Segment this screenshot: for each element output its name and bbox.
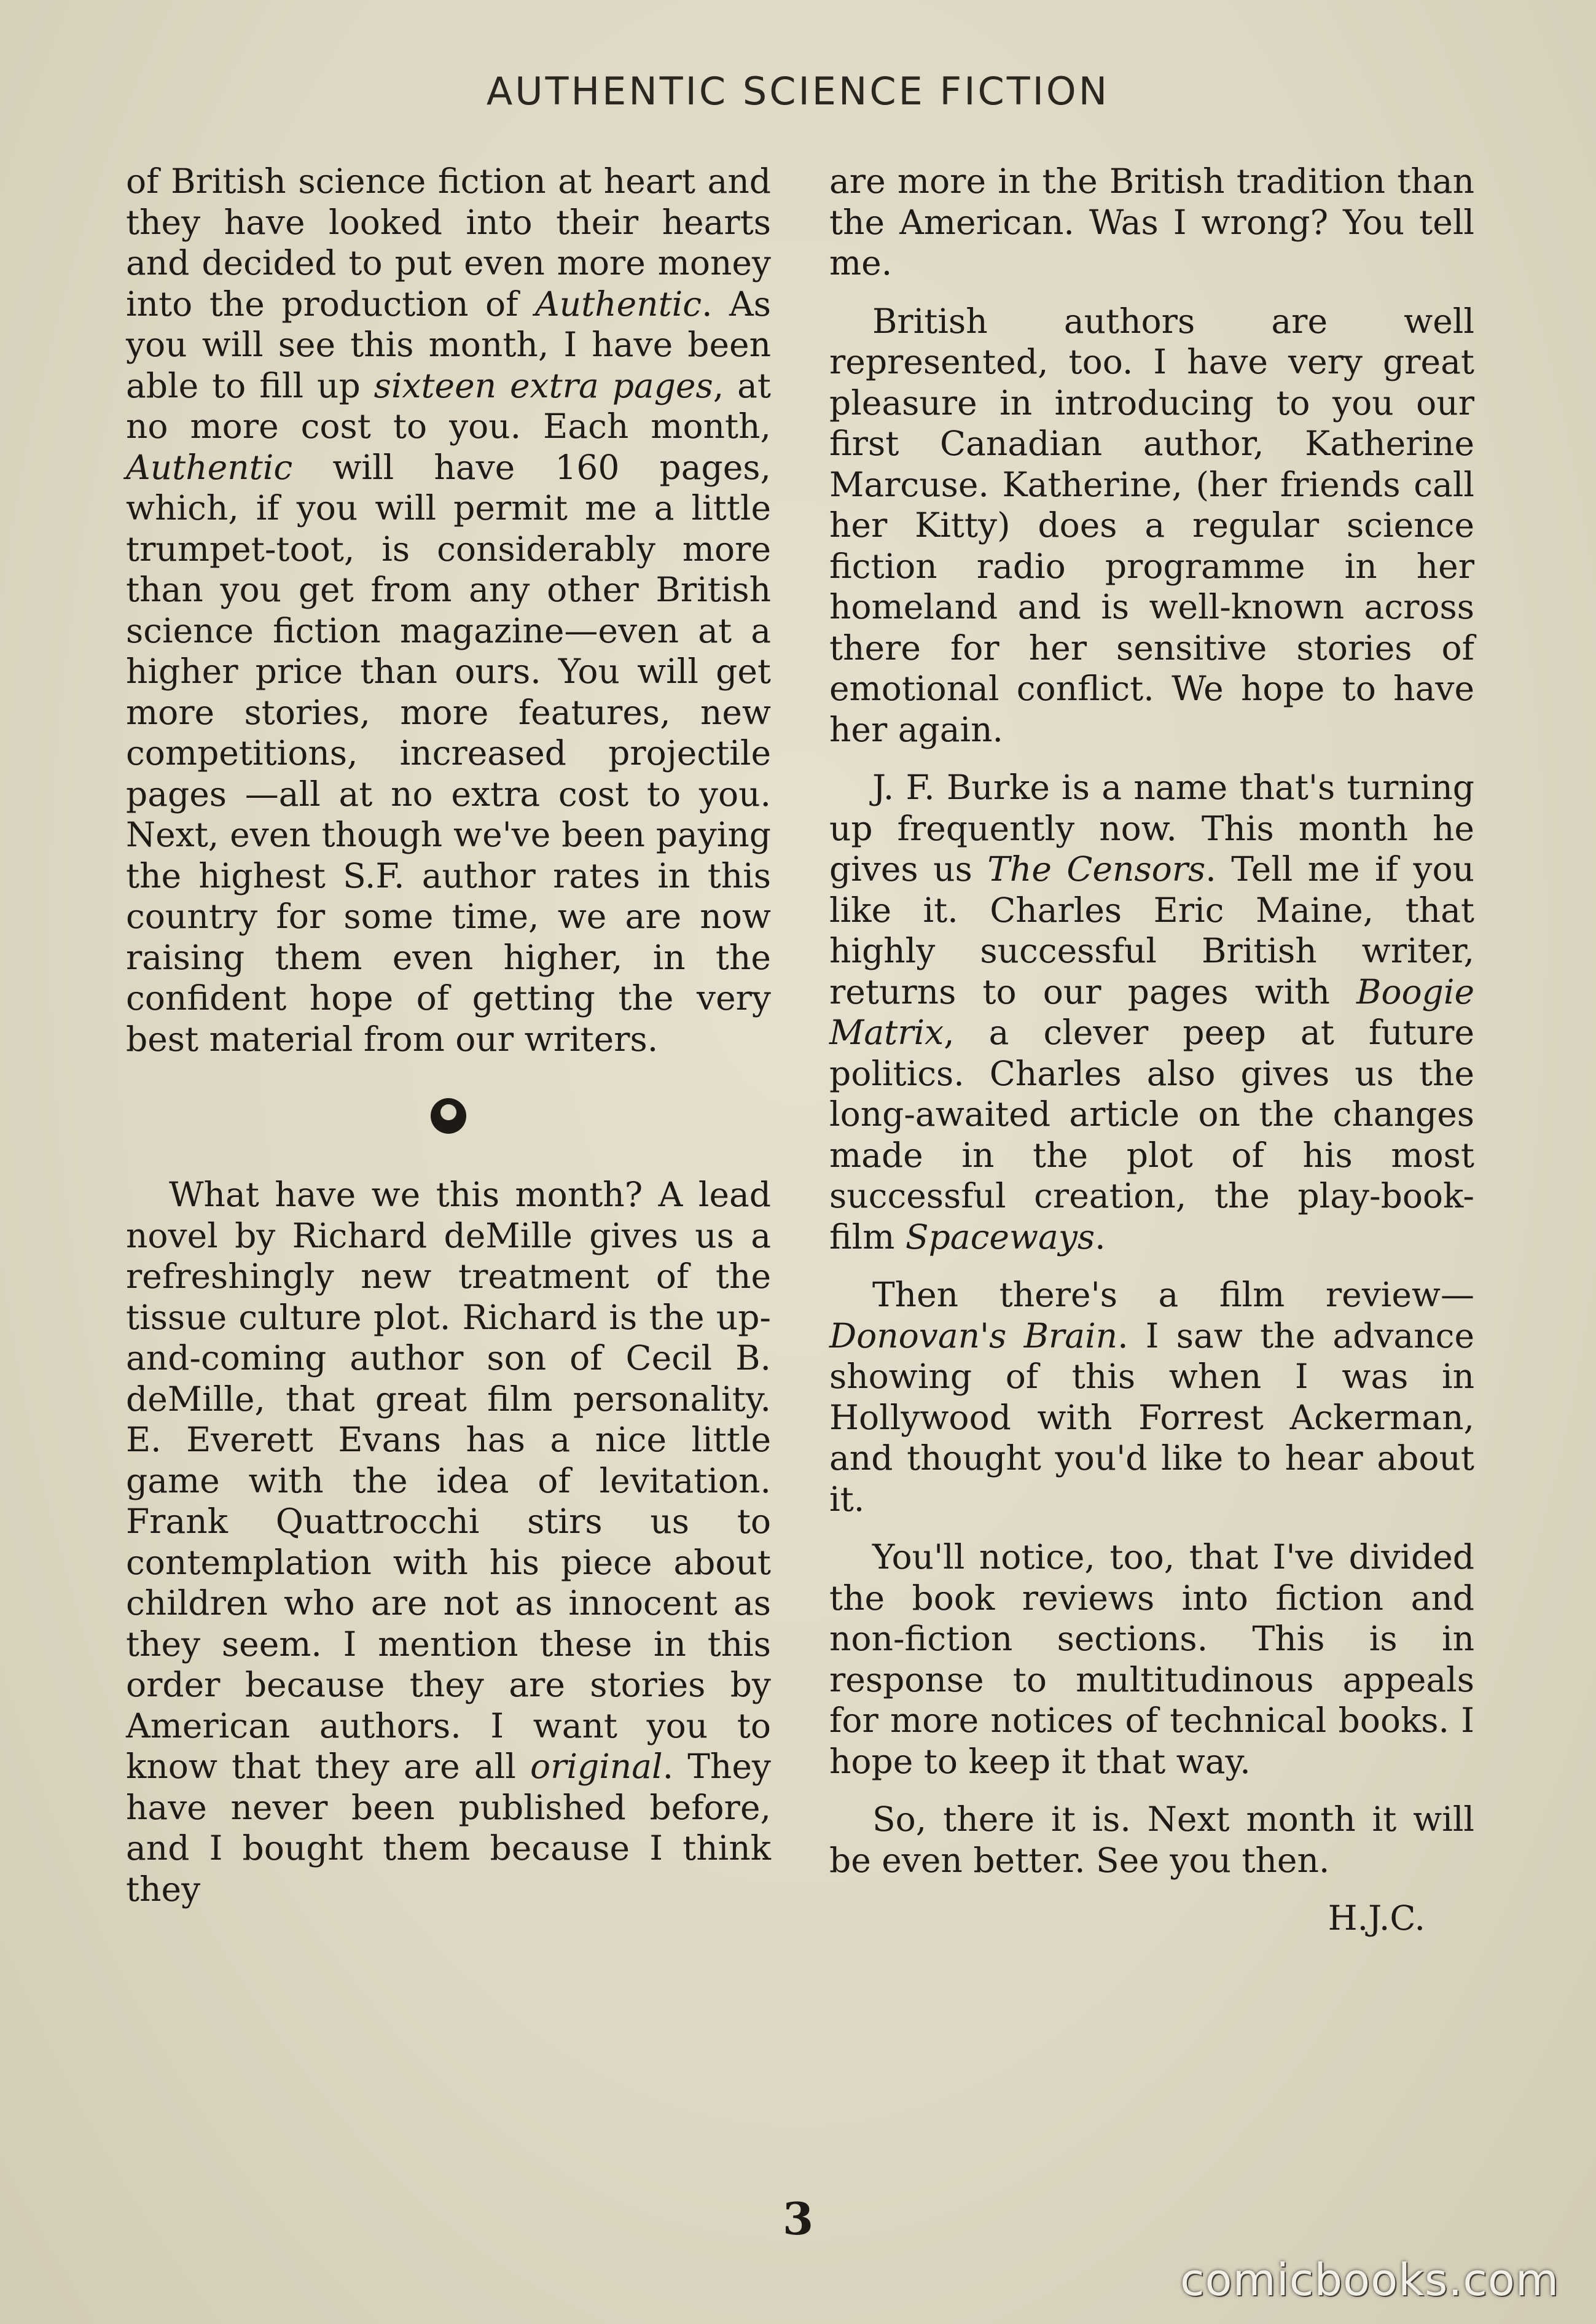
italic-title: original [530,1747,663,1786]
paragraph [829,1537,1474,1782]
italic-title: Boogie Matrix [829,972,1474,1052]
text-run: What have we this month? A lead novel by Richard deMille gives us a refreshingly new treatment of the tissue culture plot. Richard is the up-and-coming author son of Cecil B. deMille, that great film personality. E. Everett Evans has a nice little game with the idea of levitation. Frank Quattrocchi stirs us to contemplation with his piece about children who are not as innocent as they seem. I mention these in this order because they are stories by American authors. I want you to know that they are all [126,1175,771,1786]
text-run: will have 160 pages, which, if you will permit me a little trumpet-toot, is considerably more than you get from any other British science fiction magazine—even at a higher price than ours. You will get more stories, more features, new competitions, increased projectile pages —all at no extra cost to you. Next, even though we've been paying the highest S.F. author rates in this country for some time, we are now raising them even higher, in the confident hope of getting the very best material from our writers. [126,447,771,1059]
text-run: J. F. Burke is a name that's turning up frequently now. This month he gives us [829,768,1474,889]
paragraph [829,161,1474,284]
text-run: You'll notice, too, that I've divided the book reviews into fiction and non-fiction sections. This is in response to multitudinous appeals for more notices of technical books. I hope to keep it that way. [829,1537,1474,1781]
text-run: are more in the British tradition than the American. Was I wrong? You tell me. [829,162,1474,283]
text-run: So, there it is. Next month it will be even better. See you then. [829,1800,1474,1880]
paragraph [829,1799,1474,1881]
right-column [829,161,1474,1956]
text-run: . [1095,1217,1106,1257]
italic-title: Authentic [534,284,702,324]
signoff: H.J.C. [1328,1898,1425,1938]
italic-title: Authentic [126,447,293,487]
running-head: AUTHENTIC SCIENCE FICTION [486,69,1110,114]
text-run: Then there's a film review— [872,1275,1474,1314]
text-run: , a clever peep at future politics. Charles also gives us the long-awaited article on the changes made in the plot of his most successful creation, the play-book-film [829,1013,1474,1257]
watermark: comicbooks.com [1179,2254,1559,2306]
left-column [126,161,771,1909]
paragraph [126,1174,771,1909]
text-run: . Tell me if you like it. Charles Eric Maine, that highly successful British writer, returns to our pages with [829,849,1474,1012]
text-run: . They have never been published before, and I bought them because I think they [126,1747,771,1909]
section-break-ornament-icon [126,1098,771,1141]
italic-title: sixteen extra pages [374,365,713,405]
paragraph [126,161,771,1059]
text-run: . I saw the advance showing of this when I was in Hollywood with Forrest Ackerman, and thought you'd like to hear about it. [829,1316,1474,1519]
paragraph [829,1274,1474,1519]
paragraph [829,301,1474,751]
text-run: . As you will see this month, I have been able to fill up [126,284,771,405]
page-number: 3 [782,2193,814,2245]
italic-title: Spaceways [905,1217,1095,1257]
text-run: British authors are well represented, too. I have very great pleasure in introducing to you our first Canadian author, Katherine Marcuse. Katherine, (her friends call her Kitty) does a regular science fiction radio programme in her homeland and is well-known across there for her sensitive stories of emotional conflict. We hope to have her again. [829,301,1474,749]
text-run: , at no more cost to you. Each month, [126,365,772,446]
paragraph [829,767,1474,1257]
italic-title: The Censors [987,849,1206,889]
text-run: of British science fiction at heart and they have looked into their hearts and decided to put even more money into the production of [126,162,771,324]
italic-title: Donovan's Brain [829,1316,1118,1355]
